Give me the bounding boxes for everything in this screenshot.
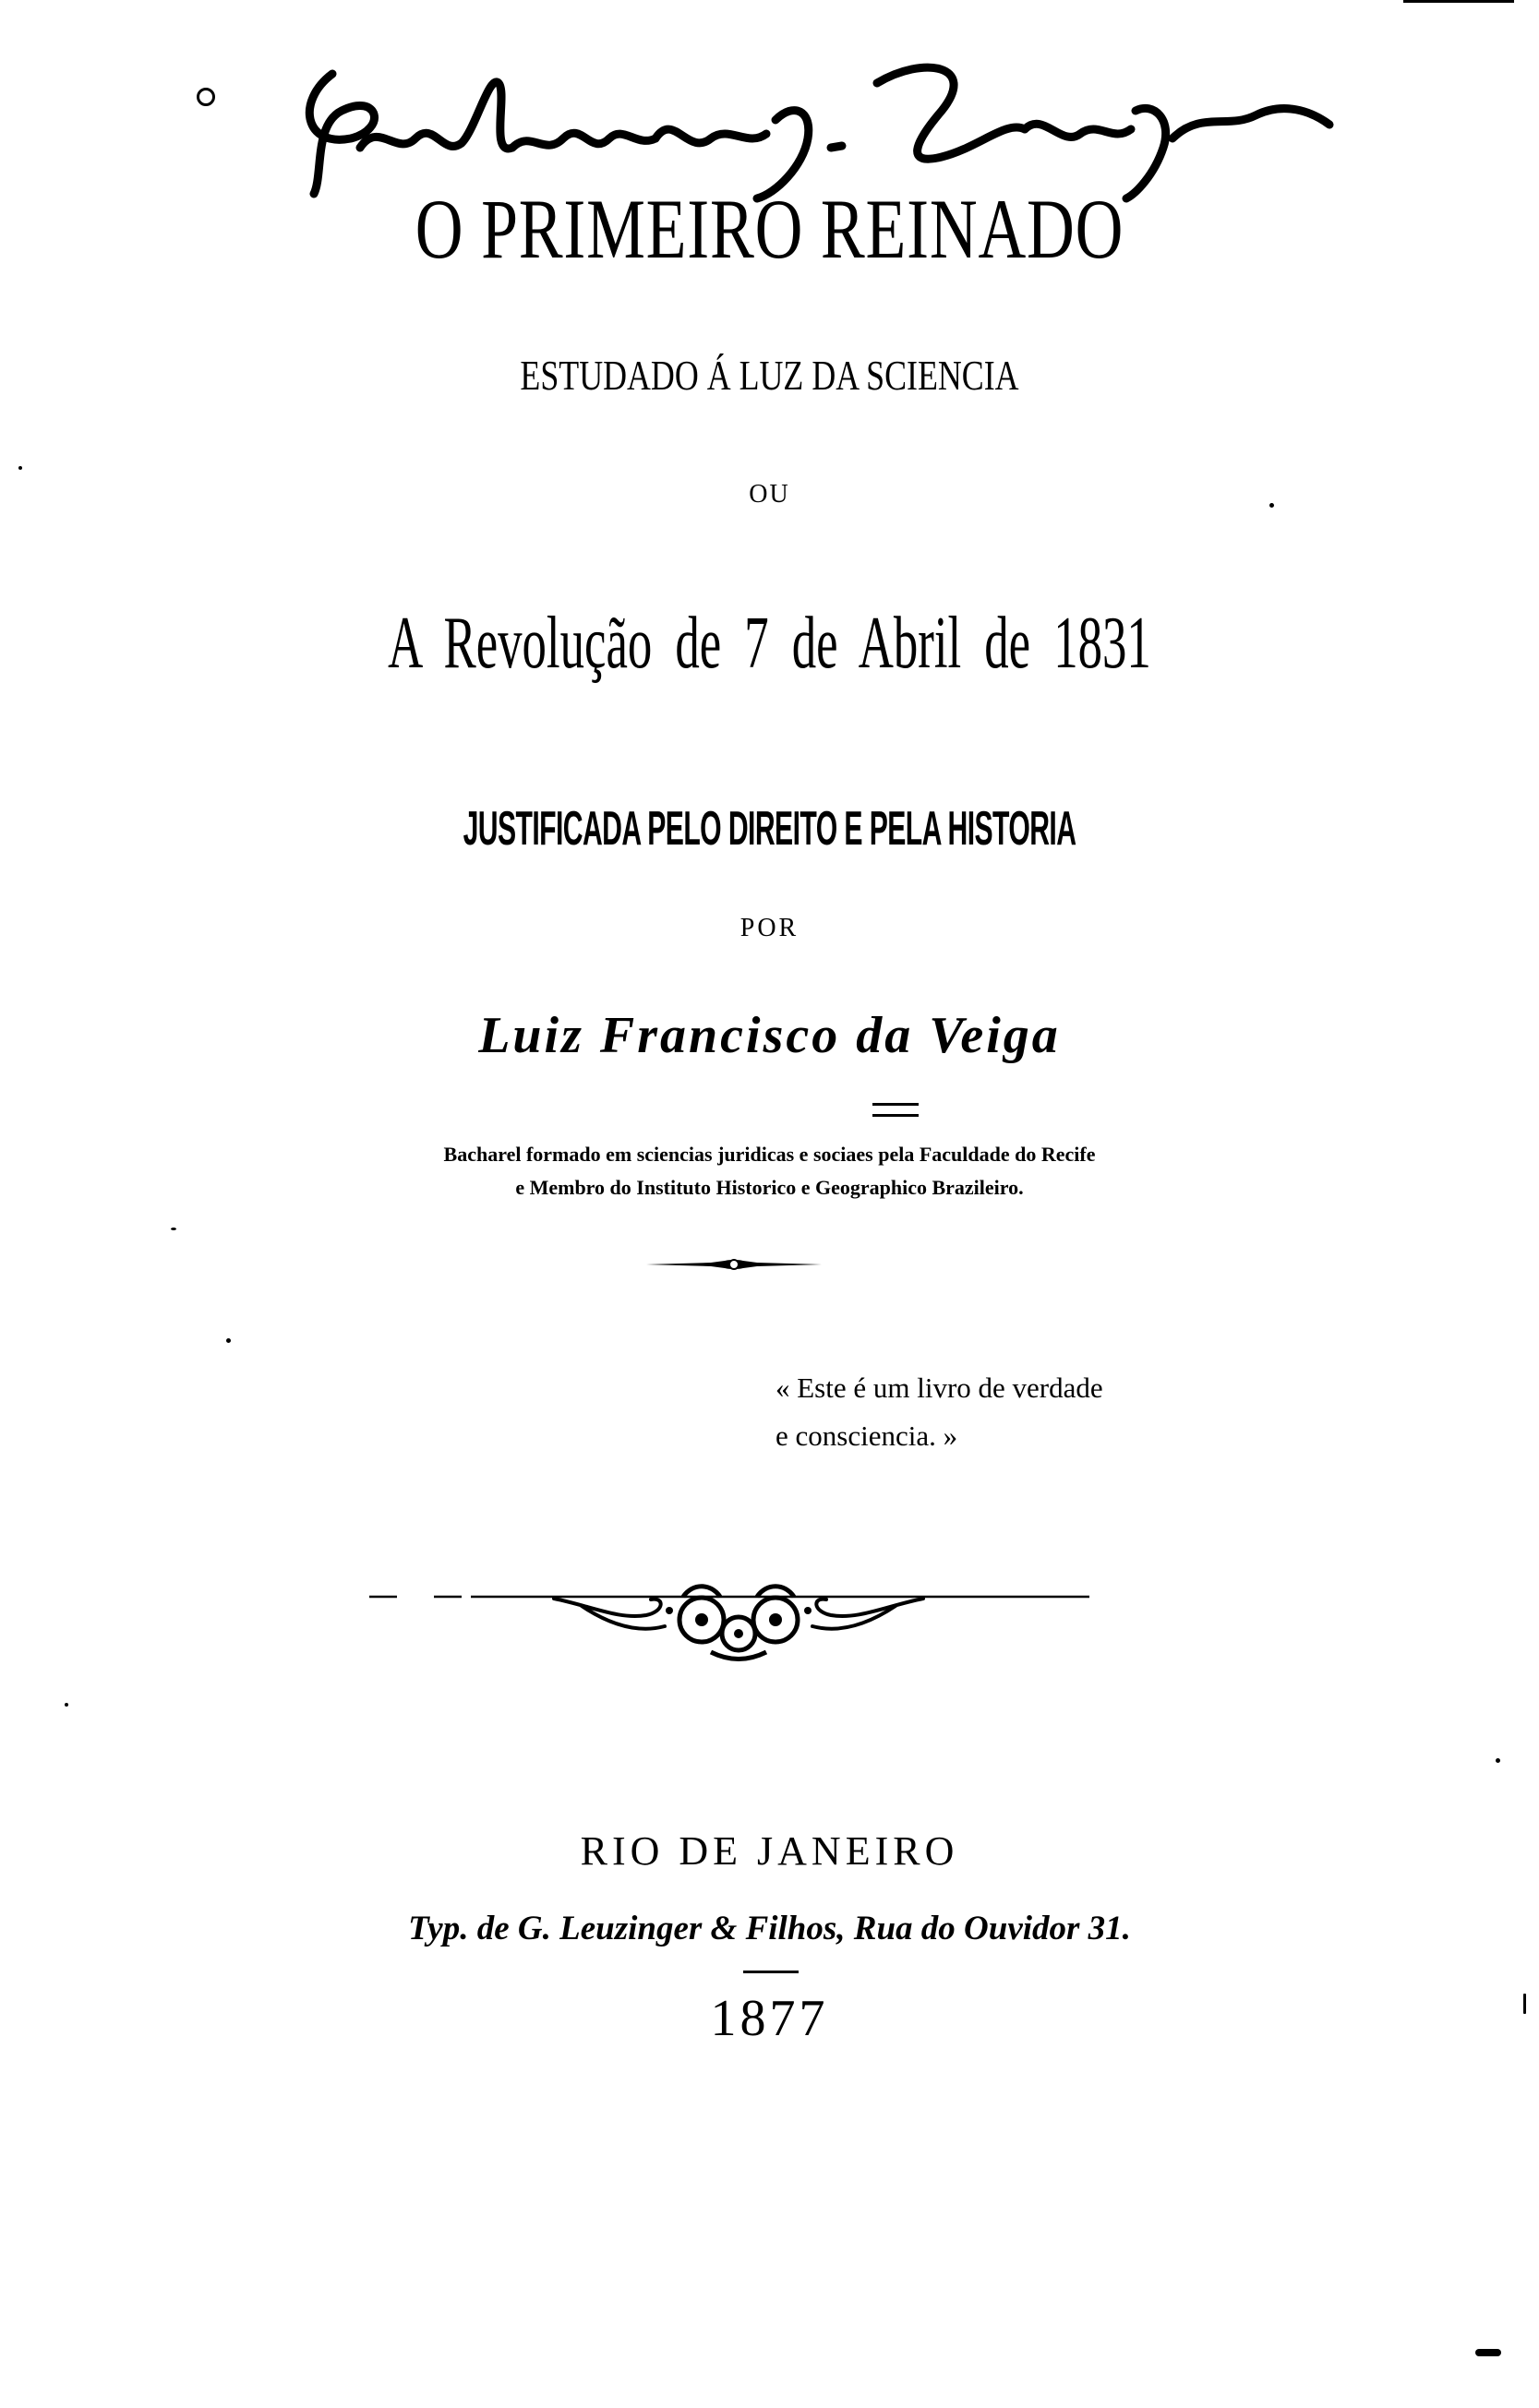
epigraph-line: e consciencia. » (776, 1420, 958, 1452)
epigraph-line: « Este é um livro de verdade (776, 1372, 1103, 1404)
scan-speck (1269, 503, 1274, 508)
justification-line: JUSTIFICADA PELO DIREITO E PELA HISTORIA (463, 802, 1076, 856)
scan-speck (18, 466, 22, 470)
divider (743, 1971, 799, 1973)
margin-mark (197, 88, 215, 106)
imprint-place: RIO DE JANEIRO (580, 1828, 959, 1874)
credentials-line: e Membro do Instituto Historico e Geographico Brazileiro. (515, 1176, 1024, 1199)
credentials-line: Bacharel formado em sciencias juridicas e sociaes pela Faculdade do Recife (443, 1143, 1096, 1166)
author-name: Luiz Francisco da Veiga (478, 1007, 1061, 1064)
scan-speck (1496, 1758, 1500, 1763)
fleuron-ornament-icon (369, 1569, 1099, 1671)
epigraph (776, 1364, 1293, 1460)
double-rule-icon (872, 1103, 919, 1118)
imprint-year: 1877 (710, 1990, 829, 2047)
scan-speck (1475, 2349, 1501, 2356)
scan-speck (65, 1703, 68, 1707)
scan-speck (171, 1228, 176, 1230)
page-title: O PRIMEIRO REINADO (415, 182, 1124, 276)
scan-speck (226, 1338, 231, 1343)
byline-word: POR (739, 914, 800, 942)
scan-edge (1403, 0, 1514, 3)
alternate-title: A Revolução de 7 de Abril de 1831 (388, 603, 1151, 684)
subtitle: ESTUDADO Á LUZ DA SCIENCIA (520, 352, 1019, 399)
rule-ornament-icon (646, 1255, 822, 1274)
scan-speck (1523, 1994, 1526, 2014)
conjunction: OU (749, 480, 790, 509)
imprint-printer: Typ. de G. Leuzinger & Filhos, Rua do Ouvidor 31. (408, 1910, 1131, 1947)
